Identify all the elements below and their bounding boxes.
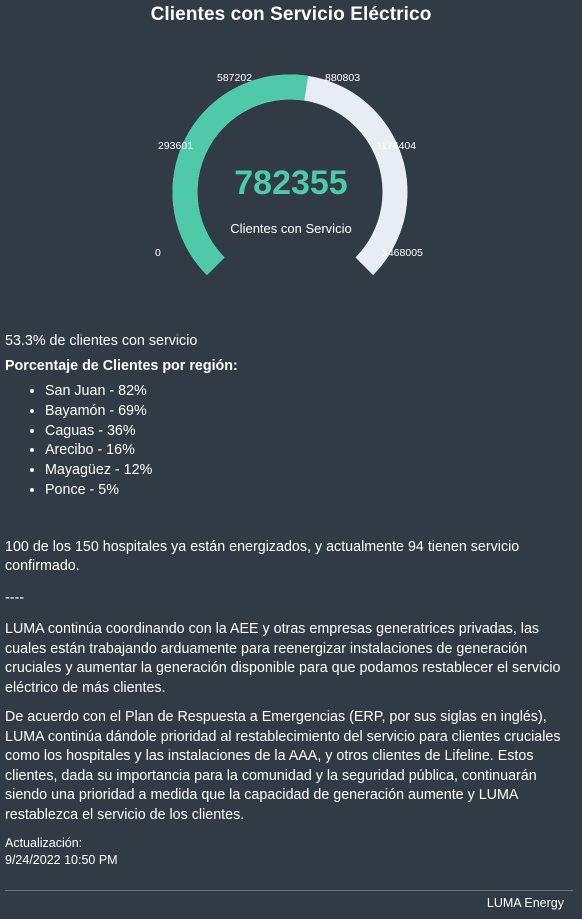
footer-brand: LUMA Energy [486, 896, 564, 910]
region-item: • Caguas - 36% [45, 422, 575, 442]
gauge-label: Clientes con Servicio [230, 221, 352, 236]
region-title: Porcentaje de Clientes por región: [5, 357, 238, 374]
gauge-tick-4: 1174404 [376, 140, 417, 152]
region-item: • Mayagüez - 12% [45, 461, 575, 481]
region-list [5, 382, 575, 501]
main-content [5, 330, 575, 869]
gauge-tick-3: 880803 [325, 72, 361, 84]
region-item: • Bayamón - 69% [45, 402, 575, 422]
update-date: 9/24/2022 10:50 PM [5, 853, 118, 868]
gauge-tick-2: 587202 [217, 72, 253, 84]
erp-paragraph: De acuerdo con el Plan de Respuesta a Emergencias (ERP, por sus siglas en inglés), LUMA continúa dándole prioridad al restablecimiento del servicio para clientes cruciales como los hospitales y las instalaciones de la AAA, y otros clientes de Lifeline. Estos clientes, dada su importancia para la comunidad y la seguridad pública, continuarán siendo una prioridad a medida que la capacidad de generación aumente y LUMA restablezca el servicio de los clientes. [5, 709, 561, 823]
footer-divider [5, 890, 573, 891]
separator-text: ---- [5, 589, 25, 606]
page-title: Clientes con Servicio Eléctrico [150, 4, 432, 25]
region-item: • San Juan - 82% [45, 382, 575, 402]
region-item: • Arecibo - 16% [45, 441, 575, 461]
gauge-tick-0: 0 [155, 247, 161, 259]
gauge-tick-5: 1468005 [382, 247, 423, 259]
service-gauge [0, 40, 582, 280]
gauge-arc [0, 40, 582, 280]
coordination-paragraph: LUMA continúa coordinando con la AEE y otras empresas generatrices privadas, las cuales están trabajando arduamente para reenergizar instalaciones de generación cruciales y aumentar la generación disponible para que podamos restablecer el servicio eléctrico de más clientes. [5, 621, 561, 696]
percent-served: 53.3% de clientes con servicio [5, 333, 198, 349]
update-label: Actualización: [5, 836, 83, 851]
region-item: • Ponce - 5% [45, 481, 575, 501]
gauge-tick-1: 293601 [158, 140, 194, 152]
hospitals-text: 100 de los 150 hospitales ya están energizados, y actualmente 94 tienen servicio confirmado. [5, 538, 520, 575]
gauge-value: 782355 [234, 164, 348, 202]
